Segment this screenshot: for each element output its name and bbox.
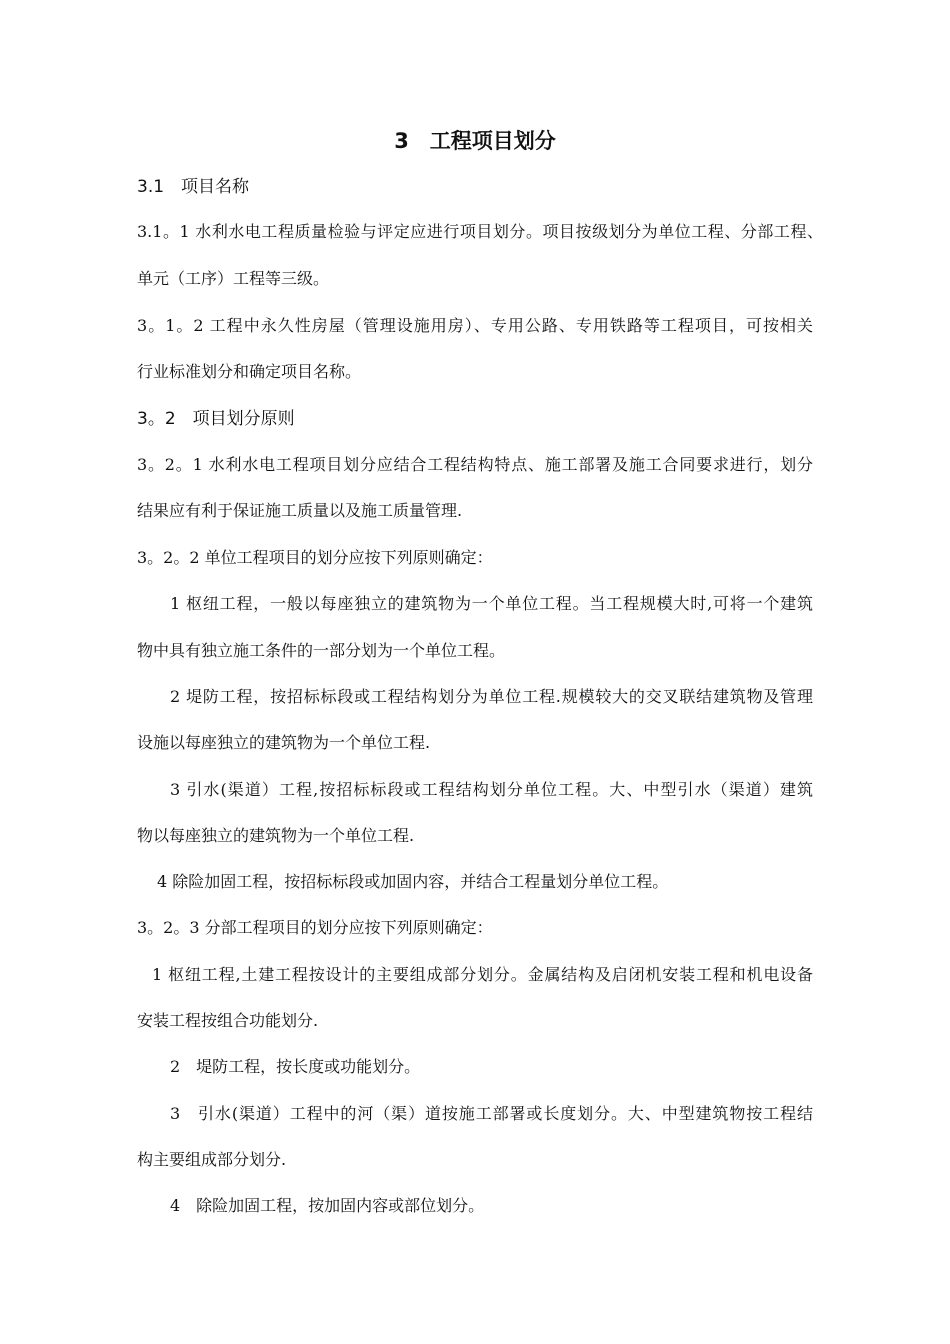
list-item-1-line-1: 1 枢纽工程，一般以每座独立的建筑物为一个单位工程。当工程规模大时,可将一个建筑 <box>170 594 813 613</box>
list-item-2-line-2: 设施以每座独立的建筑物为一个单位工程. <box>137 733 431 752</box>
sub-item-1-line-2: 安装工程按组合功能划分. <box>137 1011 319 1030</box>
list-item-3-line-2: 物以每座独立的建筑物为一个单位工程. <box>137 826 415 845</box>
paragraph-3-1-2-line-2: 行业标准划分和确定项目名称。 <box>137 362 362 381</box>
paragraph-3-2-1-line-1: 3。2。1 水利水电工程项目划分应结合工程结构特点、施工部署及施工合同要求进行，划分 <box>137 455 813 474</box>
chapter-title: 3 工程项目划分 <box>394 129 556 153</box>
list-item-4: 4 除险加固工程，按招标标段或加固内容，并结合工程量划分单位工程。 <box>157 872 669 891</box>
sub-item-3-line-1: 3 引水(渠道）工程中的河（渠）道按施工部署或长度划分。大、中型建筑物按工程结 <box>170 1104 813 1123</box>
paragraph-3-2-2: 3。2。2 单位工程项目的划分应按下列原则确定： <box>137 548 493 567</box>
sub-item-1-line-1: 1 枢纽工程,土建工程按设计的主要组成部分划分。金属结构及启闭机安装工程和机电设备 <box>152 965 813 984</box>
list-item-2-line-1: 2 堤防工程，按招标标段或工程结构划分为单位工程.规模较大的交叉联结建筑物及管理 <box>170 687 813 706</box>
paragraph-3-2-3: 3。2。3 分部工程项目的划分应按下列原则确定： <box>137 918 493 937</box>
paragraph-3-1-1-line-2: 单元（工序）工程等三级。 <box>137 269 330 288</box>
sub-item-2: 2 堤防工程，按长度或功能划分。 <box>170 1057 421 1076</box>
list-item-1-line-2: 物中具有独立施工条件的一部分划为一个单位工程。 <box>137 641 506 660</box>
paragraph-3-1-2-line-1: 3。1。2 工程中永久性房屋（管理设施用房）、专用公路、专用铁路等工程项目，可按相关 <box>137 316 813 335</box>
sub-item-3-line-2: 构主要组成部分划分. <box>137 1150 287 1169</box>
section-heading-3-2: 3。2 项目划分原则 <box>137 409 295 429</box>
section-heading-3-1: 3.1 项目名称 <box>137 177 250 197</box>
list-item-3-line-1: 3 引水(渠道）工程,按招标标段或工程结构划分单位工程。大、中型引水（渠道）建筑 <box>170 780 813 799</box>
paragraph-3-1-1-line-1: 3.1。1 水利水电工程质量检验与评定应进行项目划分。项目按级划分为单位工程、分部工程、 <box>137 222 823 241</box>
paragraph-3-2-1-line-2: 结果应有利于保证施工质量以及施工质量管理. <box>137 501 463 520</box>
sub-item-4: 4 除险加固工程，按加固内容或部位划分。 <box>170 1196 485 1215</box>
